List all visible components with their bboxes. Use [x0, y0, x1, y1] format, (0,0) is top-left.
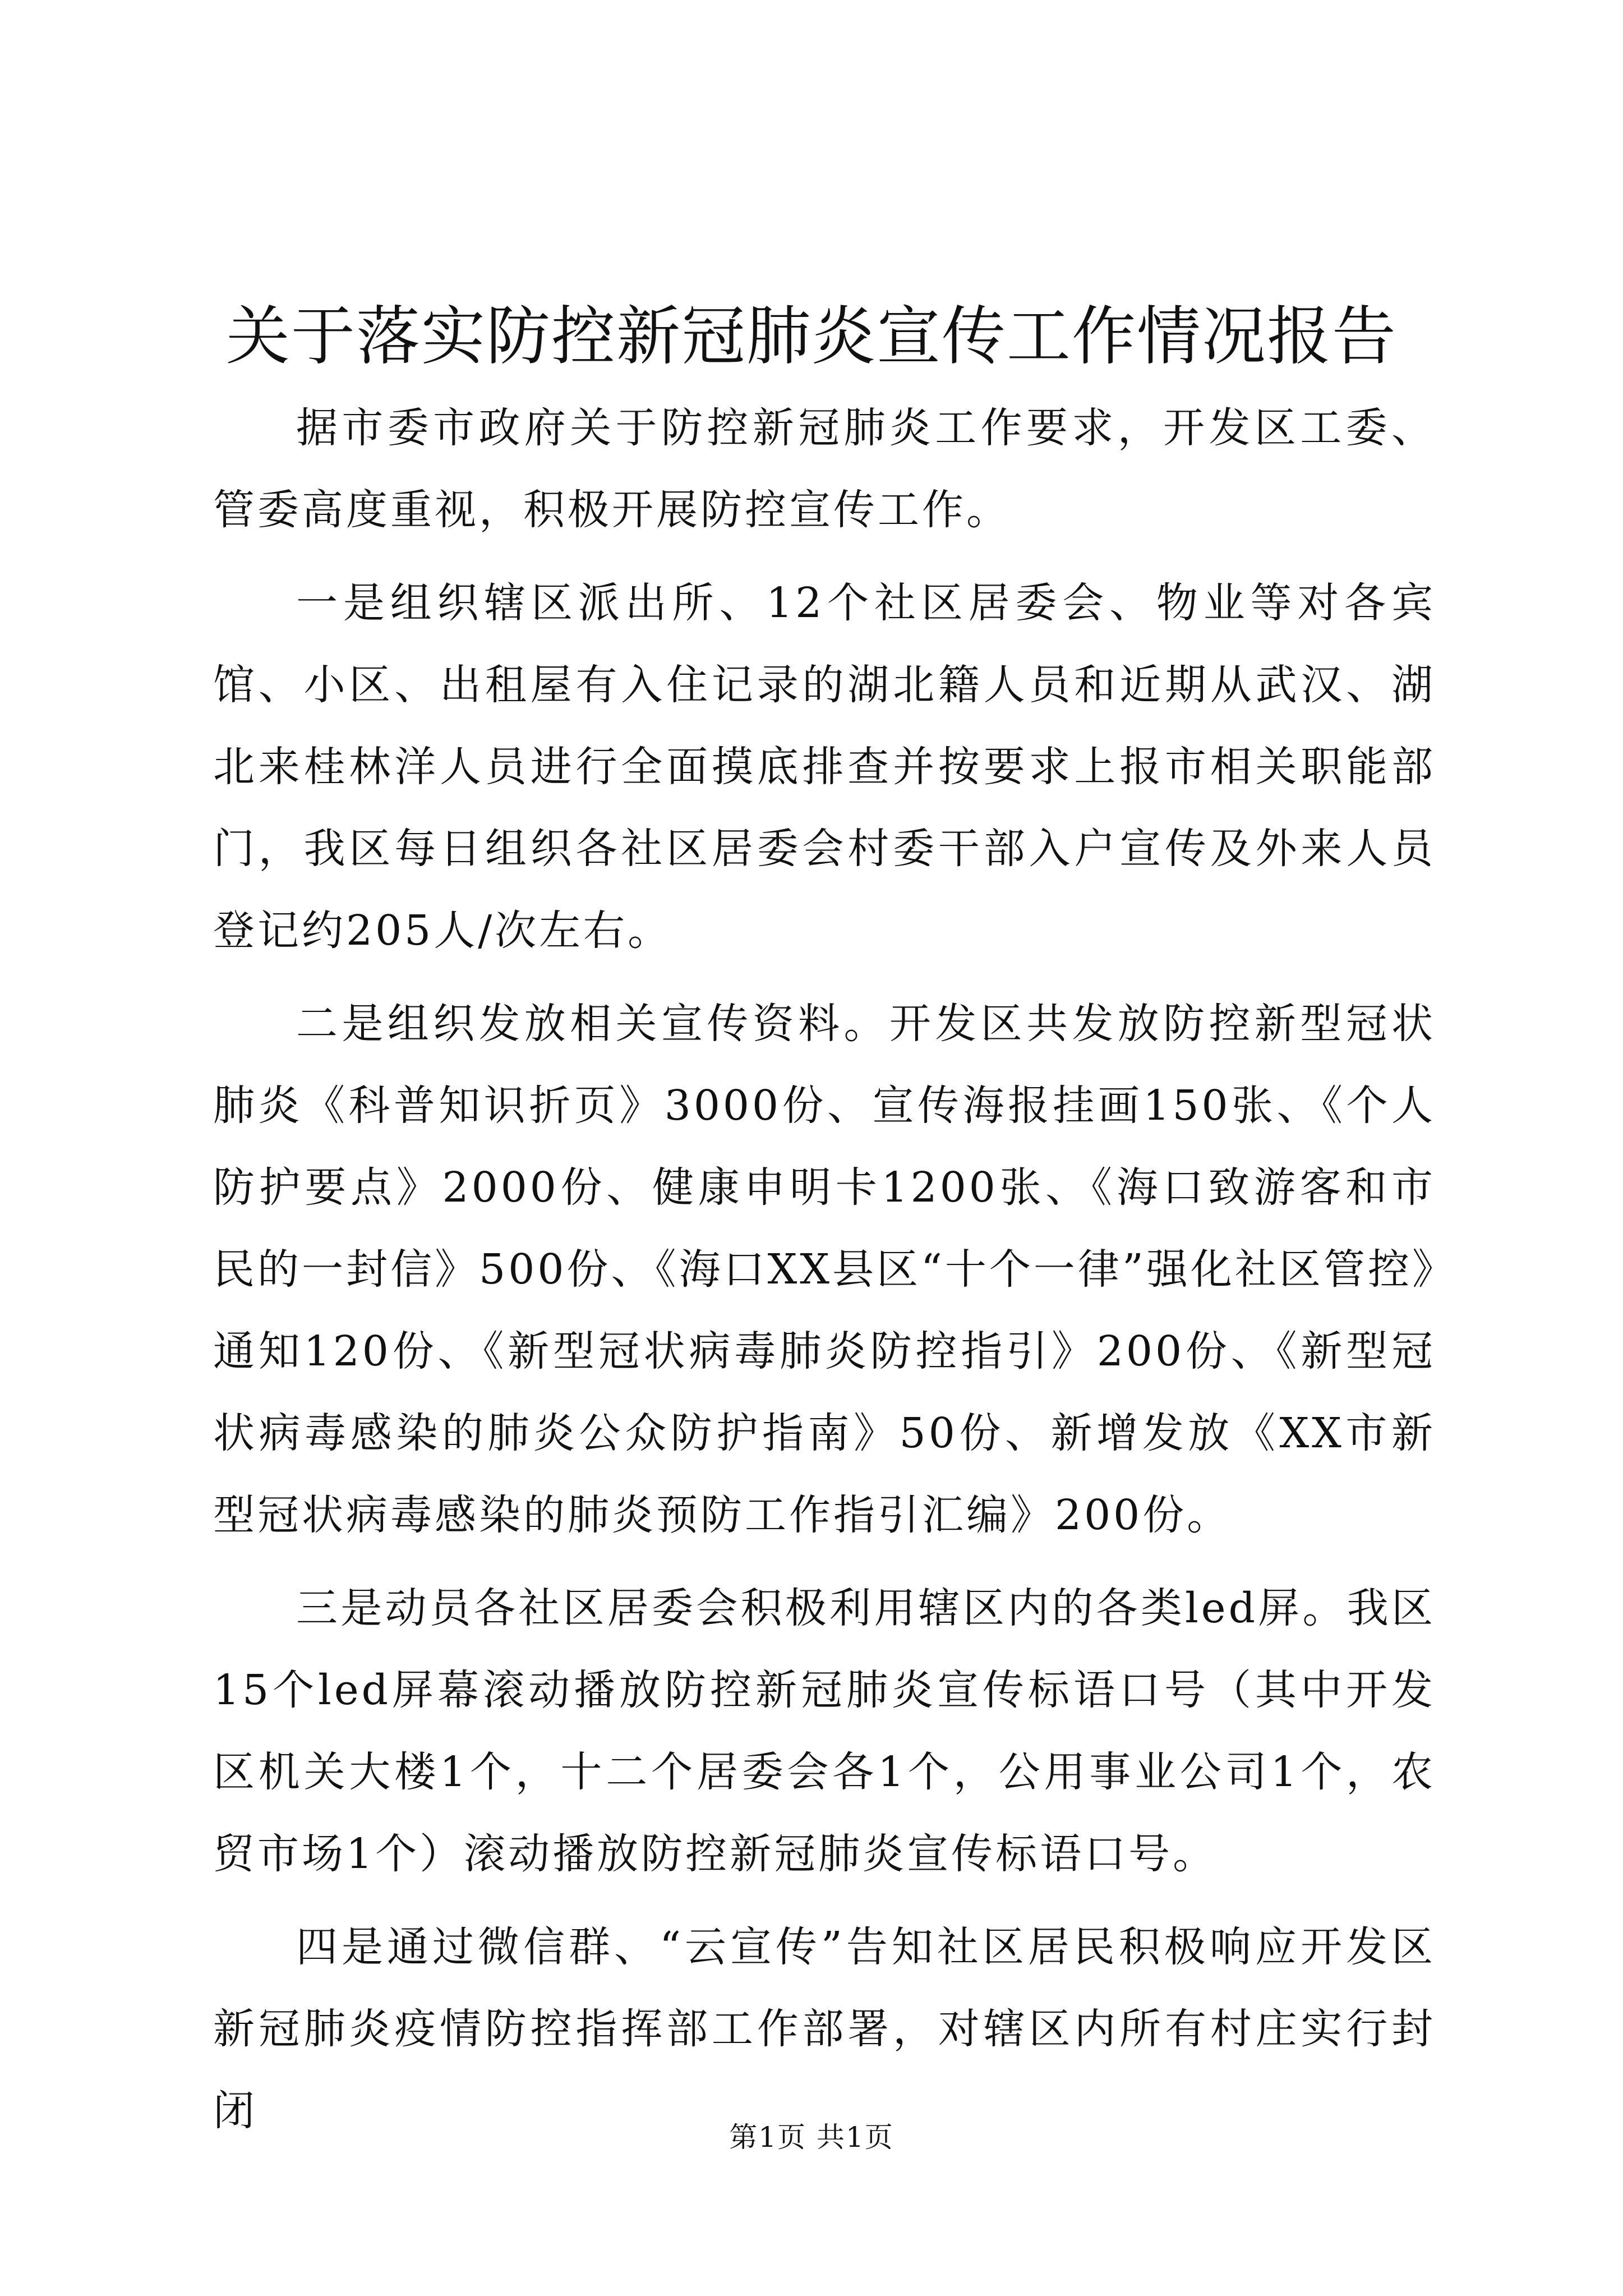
paragraph-point-three: 三是动员各社区居委会积极利用辖区内的各类led屏。我区15个led屏幕滚动播放防控新冠肺炎宣传标语口号（其中开发区机关大楼1个，十二个居委会各1个，公用事业公司1个，农贸市场1个）滚动播放防控新冠肺炎宣传标语口号。	[213, 1584, 1436, 1878]
document-title: 关于落实防控新冠肺炎宣传工作情况报告	[225, 299, 1397, 374]
paragraph-point-two: 二是组织发放相关宣传资料。开发区共发放防控新型冠状肺炎《科普知识折页》3000份、宣传海报挂画150张、《个人防护要点》2000份、健康申明卡1200张、《海口致游客和市民的一封信》500份、《海口XX县区“十个一律”强化社区管控》通知120份、《新型冠状病毒肺炎防控指引》200份、《新型冠状病毒感染的肺炎公众防护指南》50份、新增发放《XX市新型冠状病毒感染的肺炎预防工作指引汇编》200份。	[213, 1000, 1436, 1539]
paragraph-intro: 据市委市政府关于防控新冠肺炎工作要求，开发区工委、管委高度重视，积极开展防控宣传工作。	[213, 404, 1436, 534]
paragraph-point-one: 一是组织辖区派出所、12个社区居委会、物业等对各宾馆、小区、出租屋有入住记录的湖北籍人员和近期从武汉、湖北来桂林洋人员进行全面摸底排查并按要求上报市相关职能部门，我区每日组织各社区居委会村委干部入户宣传及外来人员登记约205人/次左右。	[213, 579, 1436, 955]
paragraph-point-four: 四是通过微信群、“云宣传”告知社区居民积极响应开发区新冠肺炎疫情防控指挥部工作部署，对辖区内所有村庄实行封闭	[213, 1923, 1436, 2135]
document-body	[213, 387, 1436, 2163]
page-footer: 第1页 共1页	[729, 2121, 894, 2154]
